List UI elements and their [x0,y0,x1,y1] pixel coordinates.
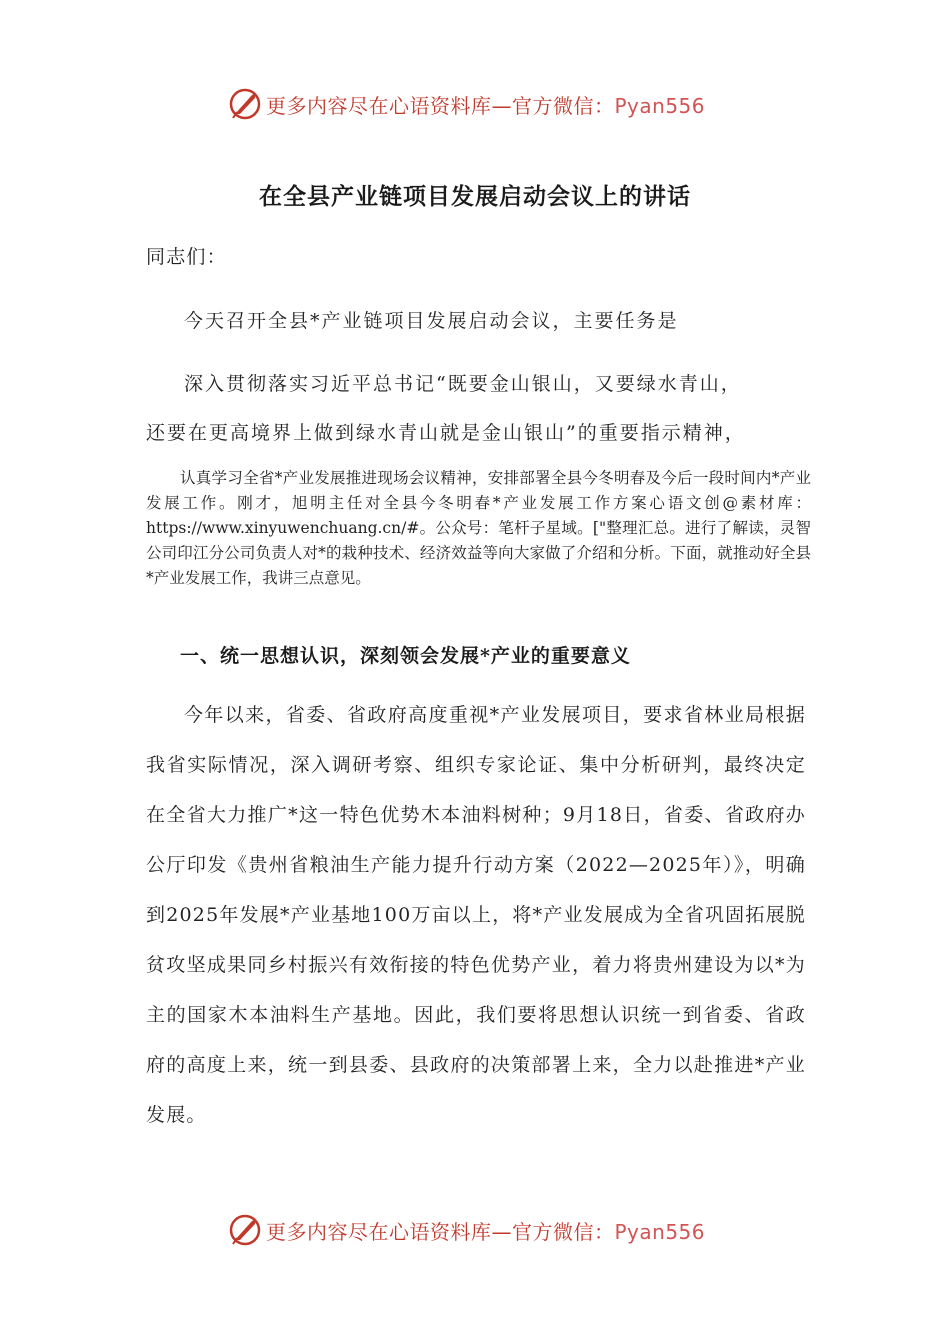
paragraph-1-line-1: 今天召开全县*产业链项目发展启动会议，主要任务是 [184,310,679,332]
banner-text: 更多内容尽在心语资料库—官方微信：Pyan556 [266,1219,706,1244]
banner-text: 更多内容尽在心语资料库—官方微信：Pyan556 [266,93,706,118]
paragraph-2-line-2: 还要在更高境界上做到绿水青山就是金山银山”的重要指示精神， [146,422,746,444]
paragraph-2-line-1: 深入贯彻落实习近平总书记“既要金山银山，又要绿水青山， [184,373,742,395]
header-banner [228,84,705,124]
paragraph-4: 今年以来，省委、省政府高度重视*产业发展项目，要求省林业局根据我省实际情况，深入调研考察、组织专家论证、集中分析研判，最终决定在全省大力推广*这一特色优势木本油料树种；9月18日，省委、省政府办公厅印发《贵州省粮油生产能力提升行动方案（2022—2025年）》，明确到2025年发展*产业基地100万亩以上，将*产业发展成为全省巩固拓展脱贫攻坚成果同乡村振兴有效衔接的特色优势产业，着力将贵州建设为以*为主的国家木本油料生产基地。因此，我们要将思想认识统一到省委、省政府的高度上来，统一到县委、县政府的决策部署上来，全力以赴推进*产业发展。 [146,704,806,1126]
section-heading-1: 一、统一思想认识，深刻领会发展*产业的重要意义 [180,645,631,667]
footer-banner [228,1210,705,1250]
document-title: 在全县产业链项目发展启动会议上的讲话 [259,183,691,210]
wechat-id: Pyan556 [614,93,706,118]
paragraph-3: 认真学习全省*产业发展推进现场会议精神，安排部署全县今冬明春及今后一段时间内*产业发展工作。刚才，旭明主任对全县今冬明春*产业发展工作方案心语文创@素材库：https://www.xinyuwenchuang.cn/#。公众号：笔杆子星域。["整理汇总。进行了解读，灵智公司印江分公司负责人对*的栽种技术、经济效益等向大家做了介绍和分析。下面，就推动好全县*产业发展工作，我讲三点意见。 [146,469,811,587]
quill-logo-icon [228,87,262,121]
greeting: 同志们： [146,246,227,268]
quill-logo-icon [228,1213,262,1247]
wechat-id: Pyan556 [614,1219,706,1244]
